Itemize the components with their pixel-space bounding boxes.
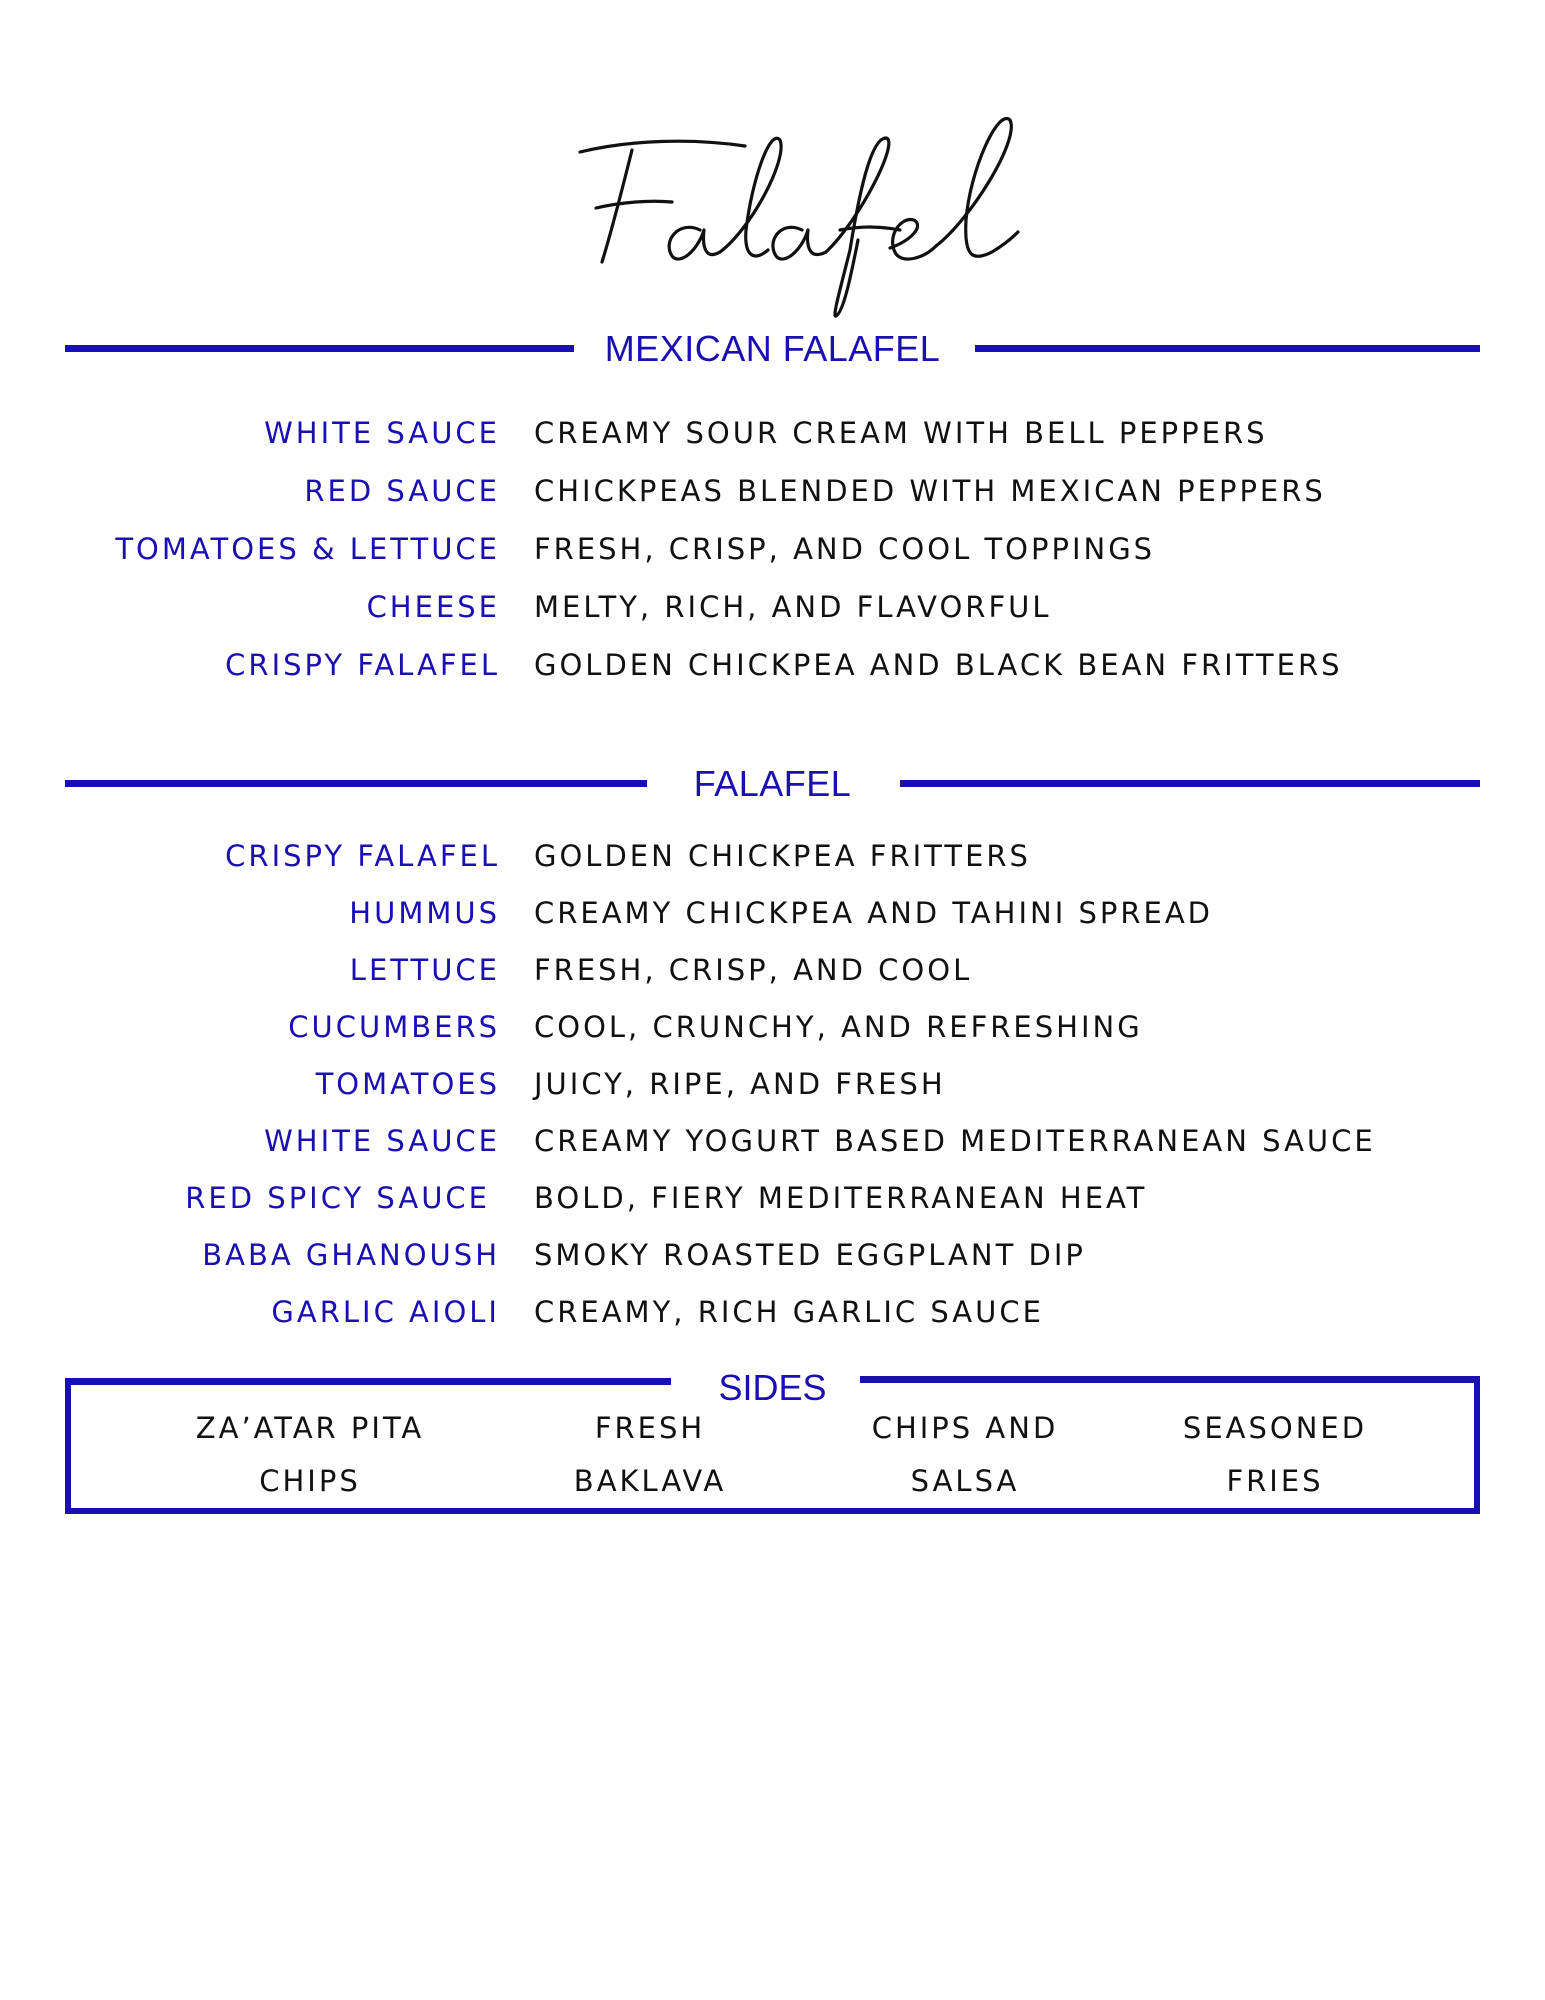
menu-item-description: GOLDEN CHICKPEA AND BLACK BEAN FRITTERS xyxy=(534,648,1343,682)
menu-item-name: LETTUCE xyxy=(349,953,500,987)
menu-item xyxy=(0,893,1545,933)
side-item-line: FRESH xyxy=(594,1411,706,1445)
section-title: MEXICAN FALAFEL xyxy=(604,328,941,369)
menu-item-description: CREAMY CHICKPEA AND TAHINI SPREAD xyxy=(534,896,1213,930)
menu-item-name: GARLIC AIOLI xyxy=(271,1295,500,1329)
menu-item-name: CHEESE xyxy=(366,590,500,624)
menu-item-description: COOL, CRUNCHY, AND REFRESHING xyxy=(534,1010,1143,1044)
menu-item xyxy=(0,1064,1545,1104)
side-item-line: ZA’ATAR PITA xyxy=(195,1411,425,1445)
menu-item-name: RED SPICY SAUCE xyxy=(185,1181,490,1215)
menu-item-description: SMOKY ROASTED EGGPLANT DIP xyxy=(534,1238,1086,1272)
menu-title xyxy=(540,80,1060,320)
section-header-mexican-falafel xyxy=(65,327,1480,371)
menu-item xyxy=(0,645,1545,685)
menu-item xyxy=(0,471,1545,511)
side-item xyxy=(830,1402,1100,1508)
menu-item-name: RED SAUCE xyxy=(304,474,500,508)
side-item-line: CHIPS xyxy=(259,1464,361,1498)
menu-item xyxy=(0,529,1545,569)
sides-title: SIDES xyxy=(718,1367,827,1408)
menu-item xyxy=(0,587,1545,627)
side-item xyxy=(1140,1402,1410,1508)
menu-item-name: BABA GHANOUSH xyxy=(202,1238,500,1272)
menu-item xyxy=(0,1007,1545,1047)
menu-item-description: FRESH, CRISP, AND COOL xyxy=(534,953,973,987)
menu-item xyxy=(0,950,1545,990)
menu-item-name: WHITE SAUCE xyxy=(264,416,500,450)
menu-item-description: JUICY, RIPE, AND FRESH xyxy=(534,1067,946,1101)
menu-item xyxy=(0,1292,1545,1332)
menu-item-name: WHITE SAUCE xyxy=(264,1124,500,1158)
menu-item xyxy=(0,1178,1545,1218)
menu-item-description: CREAMY YOGURT BASED MEDITERRANEAN SAUCE xyxy=(534,1124,1376,1158)
side-item xyxy=(150,1402,470,1508)
menu-item-name: CUCUMBERS xyxy=(288,1010,500,1044)
falafel-script-logo xyxy=(540,80,1060,320)
menu-item-description: CHICKPEAS BLENDED WITH MEXICAN PEPPERS xyxy=(534,474,1326,508)
side-item-line: FRIES xyxy=(1226,1464,1324,1498)
section-title: FALAFEL xyxy=(693,763,852,804)
side-item-line: SEASONED xyxy=(1182,1411,1368,1445)
side-item-line: CHIPS AND xyxy=(871,1411,1059,1445)
side-item xyxy=(520,1402,780,1508)
menu-item-description: CREAMY, RICH GARLIC SAUCE xyxy=(534,1295,1044,1329)
menu-item-description: BOLD, FIERY MEDITERRANEAN HEAT xyxy=(534,1181,1148,1215)
section-header-falafel xyxy=(65,762,1480,806)
menu-item xyxy=(0,1235,1545,1275)
menu-item xyxy=(0,836,1545,876)
menu-item-name: CRISPY FALAFEL xyxy=(225,839,500,873)
side-item-line: SALSA xyxy=(910,1464,1020,1498)
side-item-line: BAKLAVA xyxy=(573,1464,727,1498)
menu-item xyxy=(0,413,1545,453)
menu-item-description: MELTY, RICH, AND FLAVORFUL xyxy=(534,590,1052,624)
menu-item-name: TOMATOES xyxy=(315,1067,500,1101)
menu-item-name: TOMATOES & LETTUCE xyxy=(115,532,500,566)
menu-item-name: HUMMUS xyxy=(349,896,500,930)
menu-item-name: CRISPY FALAFEL xyxy=(225,648,500,682)
menu-item-description: FRESH, CRISP, AND COOL TOPPINGS xyxy=(534,532,1156,566)
menu-item xyxy=(0,1121,1545,1161)
menu-item-description: CREAMY SOUR CREAM WITH BELL PEPPERS xyxy=(534,416,1268,450)
menu-item-description: GOLDEN CHICKPEA FRITTERS xyxy=(534,839,1031,873)
